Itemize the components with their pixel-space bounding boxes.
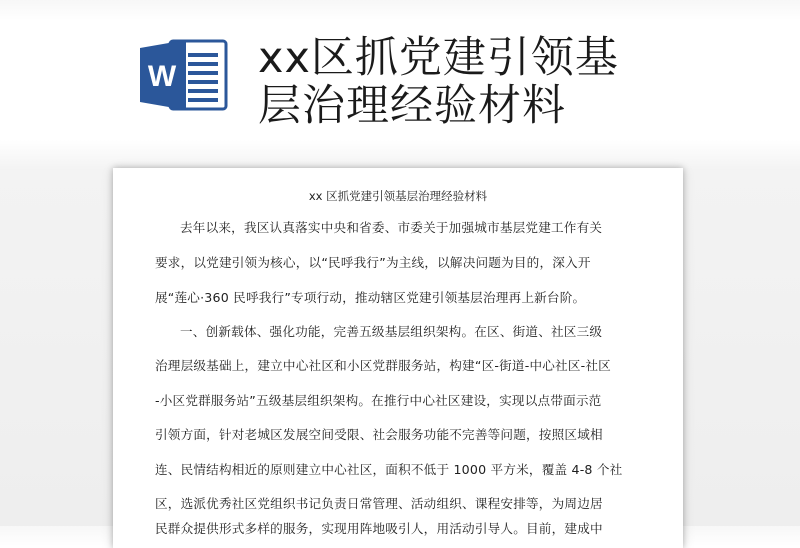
paragraph-line: 引领方面，针对老城区发展空间受限、社会服务功能不完善等问题，按照区域相 [155,427,603,442]
paragraph-line: 民群众提供形式多样的服务，实现用阵地吸引人，用活动引导人。目前，建成中 [155,521,603,536]
paragraph-line: -小区党群服务站”五级基层组织架构。在推行中心社区建设，实现以点带面示范 [155,393,602,408]
text-line-shape [188,53,218,57]
paragraph-line: 区，选派优秀社区党组织书记负责日常管理、活动组织、课程安排等，为周边居 [155,496,603,511]
document-title: xx 区抓党建引领基层治理经验材料 [308,189,488,203]
text-line-shape [188,80,218,84]
paragraph-line: 去年以来，我区认真落实中央和省委、市委关于加强城市基层党建工作有关 [180,220,603,235]
paragraph-line: 展“莲心·360 民呼我行”专项行动，推动辖区党建引领基层治理再上新台阶。 [155,290,586,305]
text-line-shape [188,89,218,93]
text-line-shape [188,98,218,102]
page-title [258,34,638,130]
text-line-shape [188,71,218,75]
page-title-line-2: 层治理经验材料 [258,81,566,131]
paragraph-line: 治理层级基础上，建立中心社区和小区党群服务站，构建“区-街道-中心社区-社区 [155,358,611,373]
page-title-line-1: xx区抓党建引领基 [258,33,619,83]
document-page-preview [113,168,683,548]
paragraph-line: 连、民情结构相近的原则建立中心社区，面积不低于 1000 平方米，覆盖 4-8 个社 [155,462,623,477]
paragraph-line: 要求，以党建引领为核心，以“民呼我行”为主线，以解决问题为目的，深入开 [155,255,591,270]
word-document-icon [140,38,228,112]
w-letter: W [147,60,177,93]
text-line-shape [188,62,218,66]
paragraph-line: 一、创新载体、强化功能，完善五级基层组织架构。在区、街道、社区三级 [180,324,603,339]
